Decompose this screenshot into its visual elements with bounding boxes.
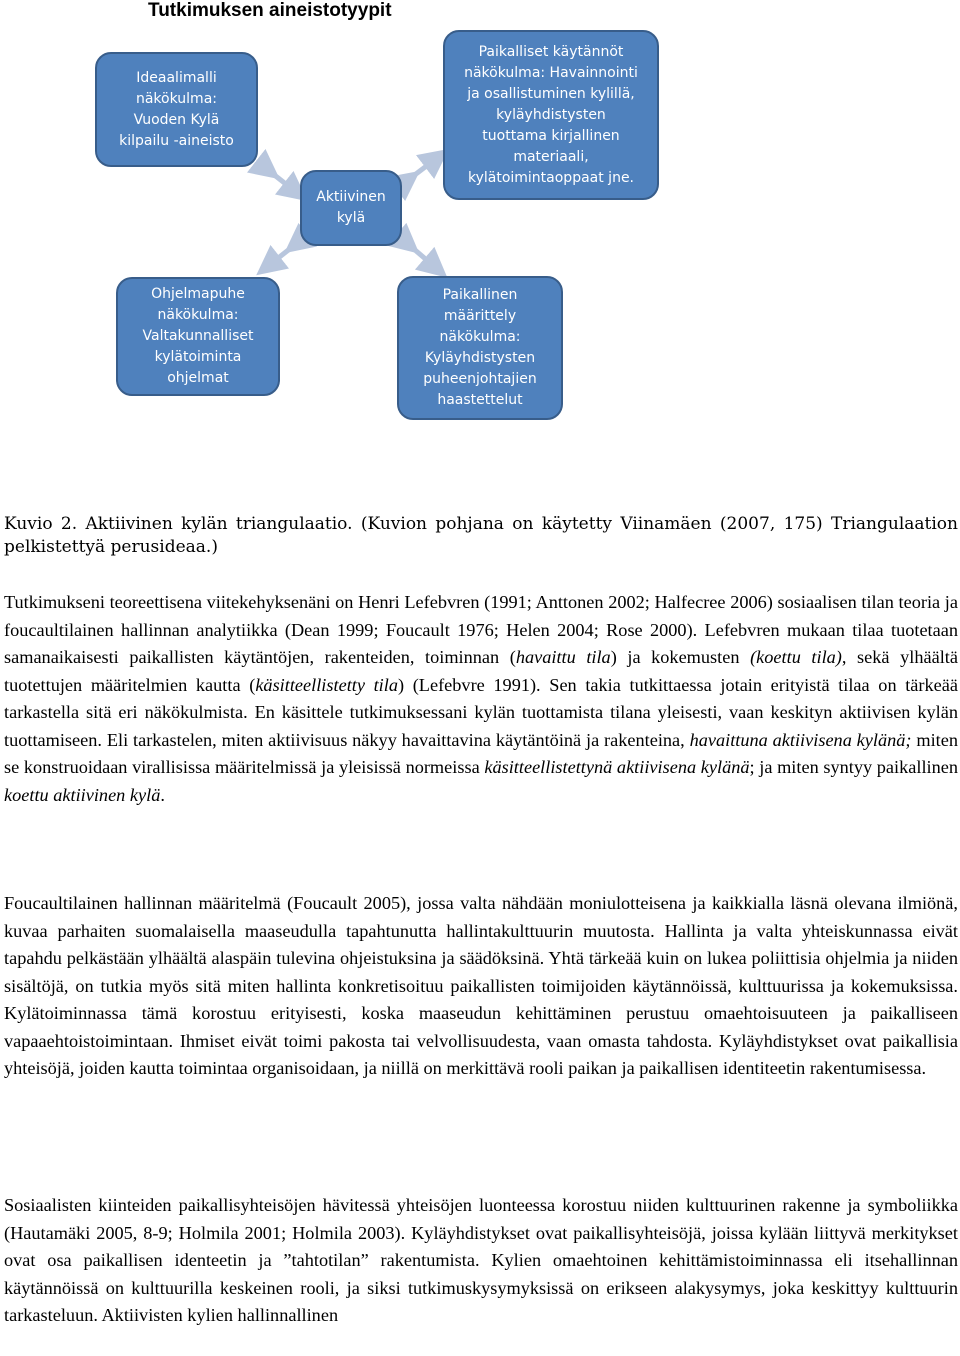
paragraph-2: Foucaultilainen hallinnan määritelmä (Foucault 2005), jossa valta nähdään moniulotteisena ja kaikkialla läsnä olevana ilmiönä, kuvaa parhaiten suomalaisella maaseudulla tapahtunutta hallintakulttuurin muutosta. Hallinta ja valta yhteiskunnassa eivät tapahdu pelkästään ylhäältä alaspäin tulevina ohjeistuksina ja säädöksinä. Yhtä tärkeää kuin on lukea poliittisia ohjelmia ja niiden sisältöjä, on tutkia myös sitä miten hallinta konkretisoituu paikallisten toimijoiden käytännöissä, kulttuurissa ja kokemuksissa. Kylätoiminnassa tämä korostuu erityisesti, koska maaseudun kehittäminen perustuu omaehtoisuuteen ja paikalliseen vapaaehtoistoimintaan. Ihmiset eivät toimi pakosta tai velvollisuudesta, vaan omasta tahdosta. Kyläyhdistykset ovat paikallisia yhteisöjä, joiden kautta toimintaa organisoidaan, ja niillä on merkittävä rooli paikan ja paikallisen identiteetin rakentumisessa. (4, 893, 958, 1078)
paragraph-1: Tutkimukseni teoreettisena viitekehyksenäni on Henri Lefebvren (1991; Anttonen 2002; Halfecree 2006) sosiaalisen tilan teoria ja foucaultilainen hallinnan analytiikka (Dean 1999; Foucault 1976; Helen 2004; Rose 2000). Lefebvren mukaan tilaa tuotetaan samanaikaisesti paikallisten käytäntöjen, rakenteiden, toiminnan (havaittu tila) ja kokemusten (koettu tila), sekä ylhäältä tuotettujen määritelmien kautta (käsitteellistetty tila) (Lefebvre 1991). Sen takia tutkittaessa jotain erityistä tilaa on tärkeää tarkastella sitä eri näkökulmista. En käsittele tutkimuksessani kylän tuottamista tilana yleisesti, vaan keskityn aktiivisen kylän tuottamiseen. Eli tarkastelen, miten aktiivisuus näkyy havaittavina käytäntöinä ja rakenteina, havaittuna aktiivisena kylänä; miten se konstruoidaan virallisissa määritelmissä ja yleisissä normeissa käsitteellistettynä aktiivisena kylänä; ja miten syntyy paikallinen koettu aktiivinen kylä. (4, 592, 958, 805)
figure-caption: Kuvio 2. Aktiivinen kylän triangulaatio. (Kuvion pohjana on käytetty Viinamäen (2007, 175) Triangulaation pelkistettyä perusideaa.) (4, 514, 958, 557)
arrow-center-local (408, 244, 436, 268)
box-active-village: Aktiivinen kylä (300, 170, 402, 246)
box-local-practices: Paikalliset käytännöt näkökulma: Havainnointi ja osallistuminen kylillä, kyläyhdistysten tuottama kirjallinen materiaali, kylätoimintaoppaat jne. (443, 30, 659, 200)
box-local-definition: Paikallinen määrittely näkökulma: Kyläyhdistysten puheenjohtajien haastettelut (397, 276, 563, 420)
box-program-speech: Ohjelmapuhe näkökulma: Valtakunnalliset kylätoiminta ohjelmat (116, 277, 280, 396)
paragraph-3: Sosiaalisten kiinteiden paikallisyhteisöjen hävitessä yhteisöjen luonteessa korostuu niiden kulttuurinen rakenne ja symboliikka (Hautamäki 2005, 8-9; Holmila 2001; Holmila 2003). Kyläyhdistykset ovat paikallisyhteisöjä, joissa kylään liittyvä merkitykset ovat osa paikallisen identeetin ja ”tahtotilan” rakentumista. Kylien omaehtoinen kehittämistoiminnassa eli itsehallinnan käytännöissä on kulttuurilla keskeinen rooli, ja siksi tutkimuskysymyksissä on erikseen alakysymys, joka keskittyy kulttuurin tarkasteluun. Aktiivisten kylien hallinnallinen (4, 1195, 958, 1325)
arrow-center-practices (408, 158, 437, 180)
diagram-title: Tutkimuksen aineistotyypit (148, 0, 392, 21)
box-ideal-model: Ideaalimalli näkökulma: Vuoden Kylä kilpailu -aineisto (95, 52, 258, 167)
arrow-ideal-center (268, 170, 296, 192)
arrow-center-program (268, 244, 296, 266)
